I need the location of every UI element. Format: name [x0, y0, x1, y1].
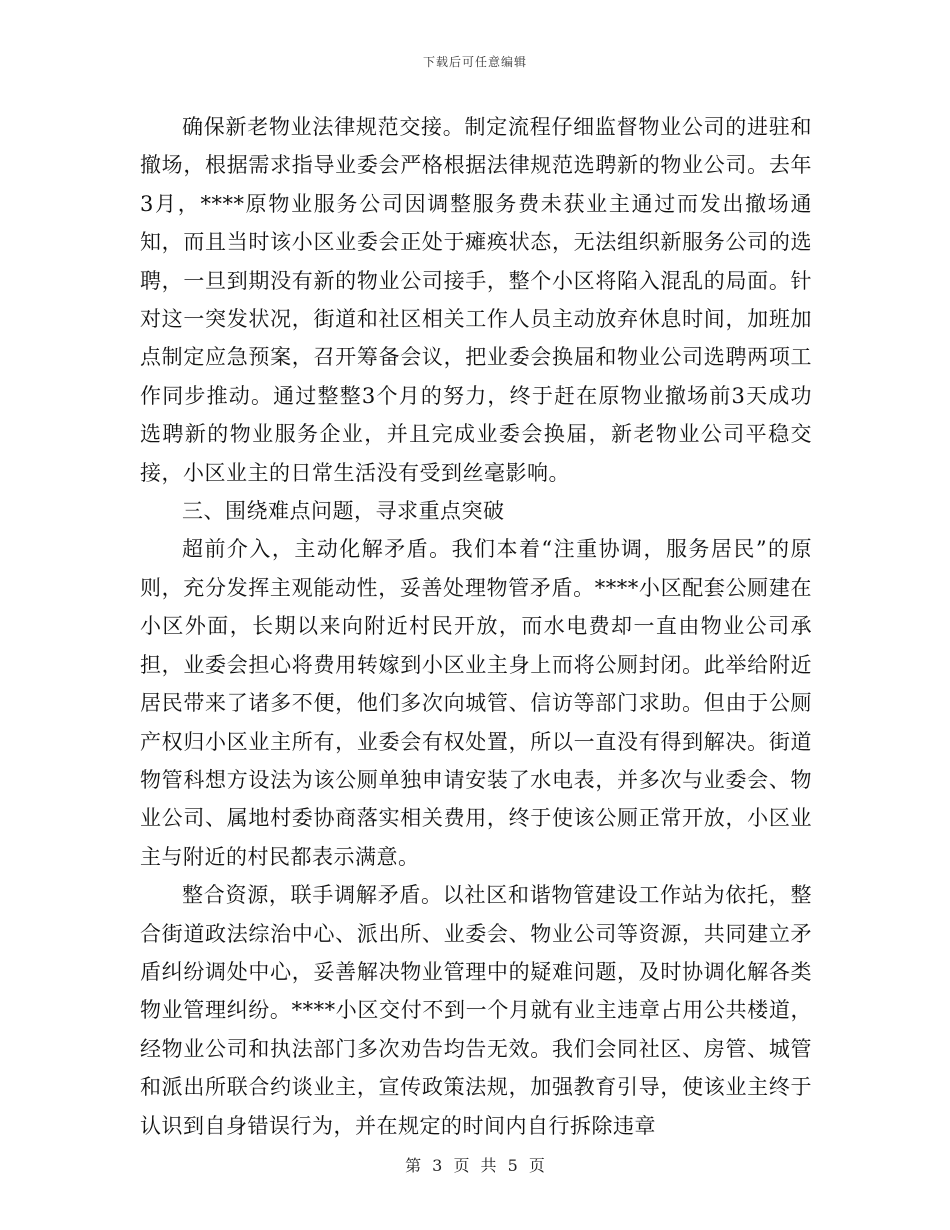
paragraph-handover: 确保新老物业法律规范交接。制定流程仔细监督物业公司的进驻和撤场，根据需求指导业委会严格根据法律规范选聘新的物业公司。去年3月，****原物业服务公司因调整服务费未获业主通过而发出撤场通知，而且当时该小区业委会正处于瘫痪状态，无法组织新服务公司的选聘，一旦到期没有新的物业公司接手，整个小区将陷入混乱的局面。针对这一突发状况，街道和社区相关工作人员主动放弃休息时间，加班加点制定应急预案，召开筹备会议，把业委会换届和物业公司选聘两项工作同步推动。通过整整3个月的努力，终于赶在原物业撤场前3天成功选聘新的物业服务企业，并且完成业委会换届，新老物业公司平稳交接，小区业主的日常生活没有受到丝毫影响。 — [140, 115, 812, 485]
paragraph-proactive: 超前介入，主动化解矛盾。我们本着“注重协调，服务居民”的原则，充分发挥主观能动性，妥善处理物管矛盾。****小区配套公厕建在小区外面，长期以来向附近村民开放，而水电费却一直由物业公司承担，业委会担心将费用转嫁到小区业主身上而将公厕封闭。此举给附近居民带来了诸多不便，他们多次向城管、信访等部门求助。但由于公厕产权归小区业主所有，业委会有权处置，所以一直没有得到解决。街道物管科想方设法为该公厕单独申请安装了水电表，并多次与业委会、物业公司、属地村委协商落实相关费用，终于使该公厕正常开放，小区业主与附近的村民都表示满意。 — [140, 537, 812, 869]
document-body — [140, 108, 812, 1145]
paragraph-resources: 整合资源，联手调解矛盾。以社区和谐物管建设工作站为依托，整合街道政法综治中心、派出所、业委会、物业公司等资源，共同建立矛盾纠纷调处中心，妥善解决物业管理中的疑难问题，及时协调化解各类物业管理纠纷。****小区交付不到一个月就有业主违章占用公共楼道，经物业公司和执法部门多次劝告均告无效。我们会同社区、房管、城管和派出所联合约谈业主，宣传政策法规，加强教育引导，使该业主终于认识到自身错误行为，并在规定的时间内自行拆除违章 — [140, 883, 812, 1138]
page-header: 下载后可任意编辑 — [422, 55, 527, 69]
page-footer: 第 3 页 共 5 页 — [405, 1156, 545, 1175]
section-heading: 三、围绕难点问题，寻求重点突破 — [182, 499, 505, 524]
